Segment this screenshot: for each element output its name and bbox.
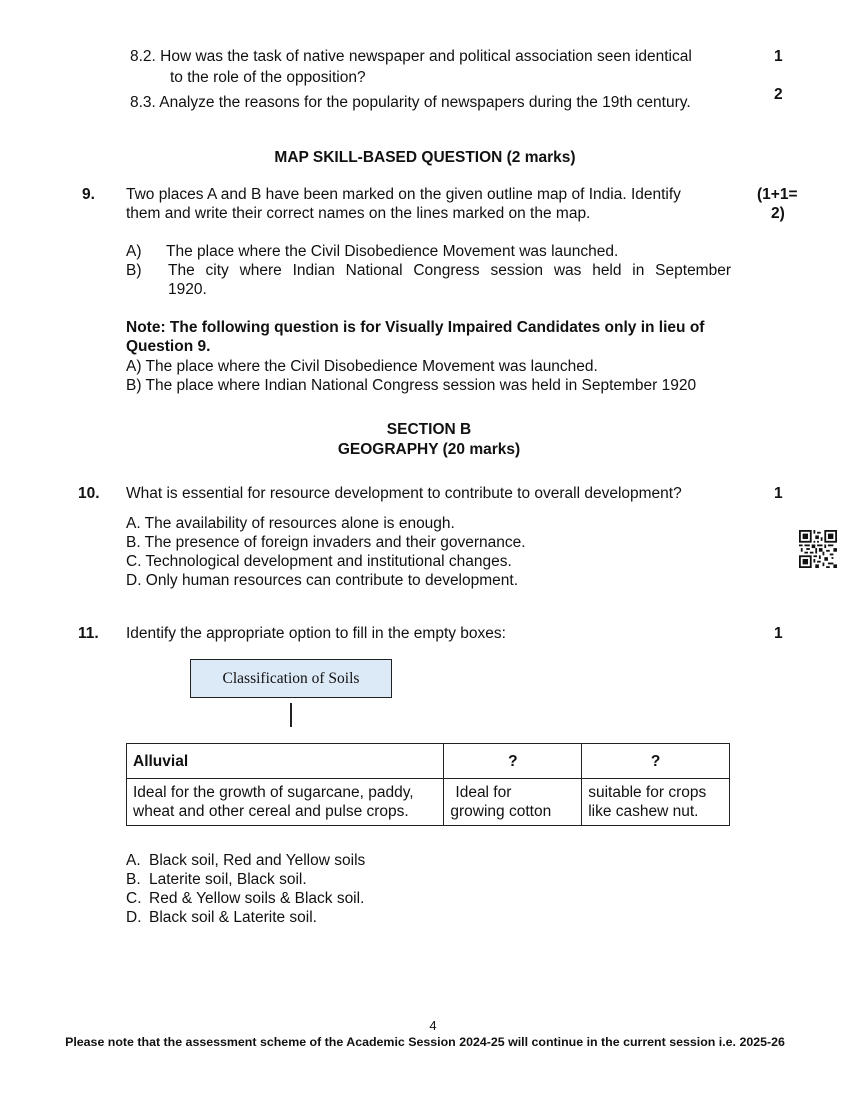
connector-line xyxy=(290,703,292,727)
q9-vi-option-b: B) The place where Indian National Congress session was held in September 1920 xyxy=(126,377,697,394)
q11-option-b-label: B. xyxy=(126,871,141,888)
q8-3-text: 8.3. Analyze the reasons for the popularity of newspapers during the 19th century. xyxy=(130,94,691,111)
q10-option-a: A. The availability of resources alone is enough. xyxy=(126,515,455,532)
q11-option-d-text: Black soil & Laterite soil. xyxy=(149,909,317,926)
soil-table-row xyxy=(127,779,730,826)
q9-option-b-text-line1: The city where Indian National Congress session was held in September xyxy=(168,262,731,279)
q9-option-a-label: A) xyxy=(126,243,142,260)
q11-marks: 1 xyxy=(774,625,783,642)
q8-3-marks: 2 xyxy=(774,86,783,103)
q9-number: 9. xyxy=(82,186,95,203)
q11-number: 11. xyxy=(78,625,99,642)
section-b-subtitle: GEOGRAPHY (20 marks) xyxy=(337,441,521,458)
page-number: 4 xyxy=(429,1018,437,1033)
soil-cell-cotton xyxy=(444,779,582,826)
q9-option-b-text-line2: 1920. xyxy=(168,281,207,298)
q11-option-c-label: C. xyxy=(126,890,142,907)
soil-cell-cashew-line2: like cashew nut. xyxy=(588,803,699,820)
q11-option-c-text: Red & Yellow soils & Black soil. xyxy=(149,890,365,907)
q9-marks-line1: (1+1= xyxy=(757,186,798,203)
soil-cell-cotton-line1: Ideal for xyxy=(455,784,512,801)
soil-header-alluvial: Alluvial xyxy=(127,744,444,779)
footer-note: Please note that the assessment scheme of the Academic Session 2024-25 will continue in the current session i.e. 2025-26 xyxy=(65,1035,785,1049)
map-section-heading: MAP SKILL-BASED QUESTION (2 marks) xyxy=(274,149,576,166)
section-b-title: SECTION B xyxy=(386,421,472,438)
q11-option-a-label: A. xyxy=(126,852,141,869)
soil-cell-cotton-line2: growing cotton xyxy=(450,803,552,820)
soil-cell-cashew xyxy=(582,779,730,826)
q11-option-b-text: Laterite soil, Black soil. xyxy=(149,871,307,888)
soil-classification-box xyxy=(190,659,392,698)
q9-option-b-label: B) xyxy=(126,262,142,279)
q11-option-d-label: D. xyxy=(126,909,142,926)
q8-2-marks: 1 xyxy=(774,48,783,65)
q10-option-b: B. The presence of foreign invaders and their governance. xyxy=(126,534,526,551)
q8-2-text-line2: to the role of the opposition? xyxy=(170,69,366,86)
q9-note-line2: Question 9. xyxy=(126,338,211,355)
q9-text-line2: them and write their correct names on the lines marked on the map. xyxy=(126,205,591,222)
q8-2-text-line1: 8.2. How was the task of native newspaper and political association seen identical xyxy=(130,48,692,65)
q10-number: 10. xyxy=(78,485,100,502)
q10-text: What is essential for resource development to contribute to overall development? xyxy=(126,485,682,502)
soil-cell-alluvial xyxy=(127,779,444,826)
soil-table-header-row xyxy=(127,744,730,779)
q9-vi-option-a: A) The place where the Civil Disobedience Movement was launched. xyxy=(126,358,598,375)
q11-option-a-text: Black soil, Red and Yellow soils xyxy=(149,852,366,869)
soil-cell-cashew-line1: suitable for crops xyxy=(588,784,707,801)
soil-header-unknown-2: ? xyxy=(582,744,730,779)
q9-option-a-text: The place where the Civil Disobedience Movement was launched. xyxy=(166,243,619,260)
q9-text-line1: Two places A and B have been marked on the given outline map of India. Identify xyxy=(126,186,681,203)
q11-text: Identify the appropriate option to fill in the empty boxes: xyxy=(126,625,506,642)
soil-table xyxy=(126,743,730,826)
q10-marks: 1 xyxy=(774,485,783,502)
q9-marks-line2: 2) xyxy=(771,205,785,222)
soil-classification-title: Classification of Soils xyxy=(222,669,360,687)
qr-code-icon xyxy=(799,530,837,568)
soil-cell-alluvial-line1: Ideal for the growth of sugarcane, paddy, xyxy=(133,784,414,801)
q10-option-d: D. Only human resources can contribute to development. xyxy=(126,572,519,589)
q10-option-c: C. Technological development and institutional changes. xyxy=(126,553,512,570)
soil-cell-alluvial-line2: wheat and other cereal and pulse crops. xyxy=(133,803,409,820)
q9-note-line1: Note: The following question is for Visually Impaired Candidates only in lieu of xyxy=(126,319,705,336)
soil-header-unknown-1: ? xyxy=(444,744,582,779)
